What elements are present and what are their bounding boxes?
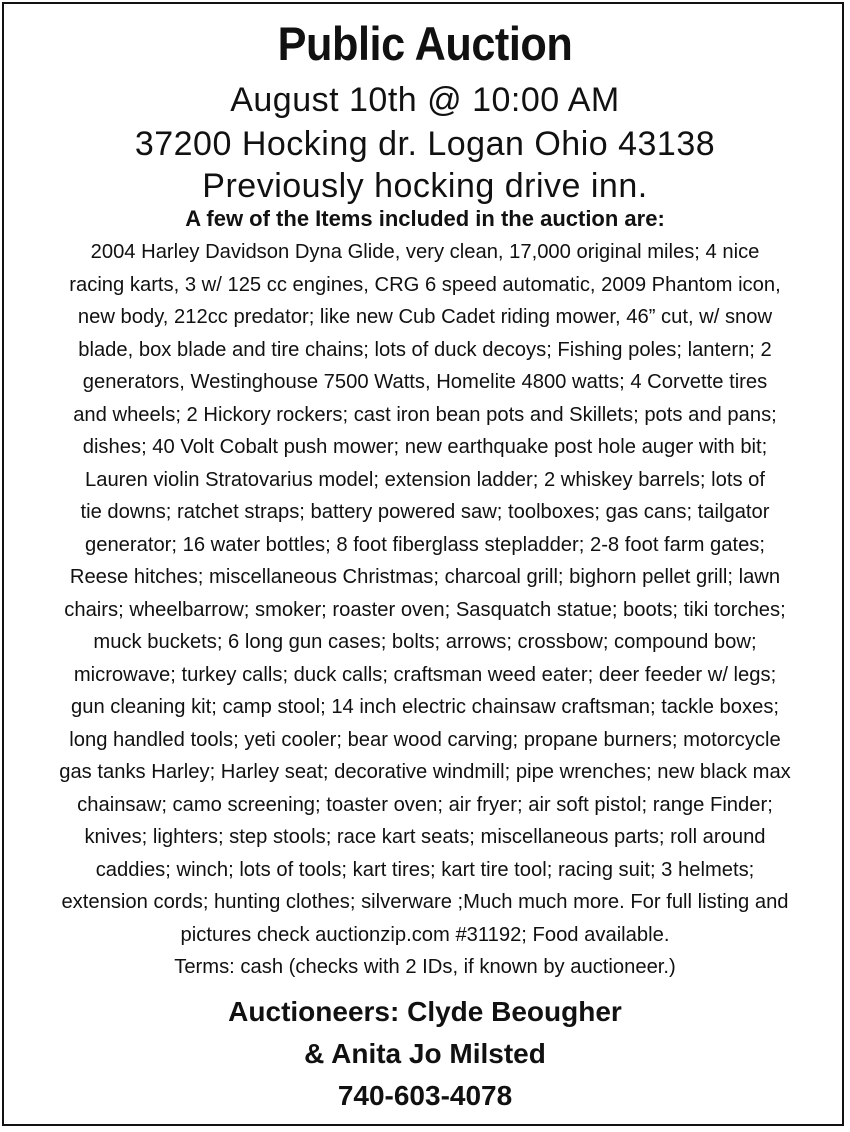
items-line: knives; lighters; step stools; race kart seats; miscellaneous parts; roll around (84, 826, 766, 848)
items-line: caddies; winch; lots of tools; kart tires; kart tire tool; racing suit; 3 helmets; (95, 858, 755, 881)
items-line: Reese hitches; miscellaneous Christmas; charcoal grill; bighorn pellet grill; lawn (69, 566, 781, 588)
items-line: racing karts, 3 w/ 125 cc engines, CRG 6 speed automatic, 2009 Phantom icon, (69, 273, 781, 296)
items-line: extension cords; hunting clothes; silverware ;Much much more. For full listing and (61, 891, 789, 913)
items-list (14, 236, 836, 984)
items-line: and wheels; 2 Hickory rockers; cast iron bean pots and Skillets; pots and pans; (73, 403, 777, 426)
items-heading: A few of the Items included in the auction are: (185, 206, 665, 231)
items-line: long handled tools; yeti cooler; bear wood carving; propane burners; motorcycle (69, 728, 781, 751)
items-line: Lauren violin Stratovarius model; extension ladder; 2 whiskey barrels; lots of (85, 468, 765, 491)
items-line: 2004 Harley Davidson Dyna Glide, very clean, 17,000 original miles; 4 nice (90, 241, 760, 263)
items-line: gas tanks Harley; Harley seat; decorative windmill; pipe wrenches; new black max (59, 761, 791, 783)
terms-line: Terms: cash (checks with 2 IDs, if known by auctioneer.) (174, 956, 676, 978)
auction-date-time: August 10th @ 10:00 AM (230, 81, 620, 119)
phone-number: 740-603-4078 (337, 1080, 513, 1111)
items-line: chainsaw; camo screening; toaster oven; air fryer; air soft pistol; range Finder; (77, 793, 773, 816)
items-line: generator; 16 water bottles; 8 foot fiberglass stepladder; 2-8 foot farm gates; (84, 533, 766, 556)
items-line: generators, Westinghouse 7500 Watts, Homelite 4800 watts; 4 Corvette tires (82, 371, 768, 393)
items-line: blade, box blade and tire chains; lots of duck decoys; Fishing poles; lantern; 2 (78, 338, 772, 361)
items-line: new body, 212cc predator; like new Cub Cadet riding mower, 46” cut, w/ snow (77, 306, 773, 328)
auctioneers-line-1: Auctioneers: Clyde Beougher (228, 996, 622, 1027)
items-line: microwave; turkey calls; duck calls; craftsman weed eater; deer feeder w/ legs; (73, 663, 777, 686)
items-line: muck buckets; 6 long gun cases; bolts; arrows; crossbow; compound bow; (93, 631, 757, 653)
items-line: pictures check auctionzip.com #31192; Food available. (180, 923, 670, 946)
items-line: tie downs; ratchet straps; battery powered saw; toolboxes; gas cans; tailgator (80, 501, 770, 523)
auctioneers-line-2: & Anita Jo Milsted (304, 1038, 546, 1069)
items-line: chairs; wheelbarrow; smoker; roaster oven; Sasquatch statue; boots; tiki torches; (64, 598, 786, 621)
items-line: dishes; 40 Volt Cobalt push mower; new earthquake post hole auger with bit; (82, 436, 768, 458)
ad-title: Public Auction (277, 17, 573, 70)
previous-venue-name: Previously hocking drive inn. (202, 167, 648, 205)
auction-address: 37200 Hocking dr. Logan Ohio 43138 (134, 125, 716, 163)
items-line: gun cleaning kit; camp stool; 14 inch electric chainsaw craftsman; tackle boxes; (70, 696, 780, 718)
